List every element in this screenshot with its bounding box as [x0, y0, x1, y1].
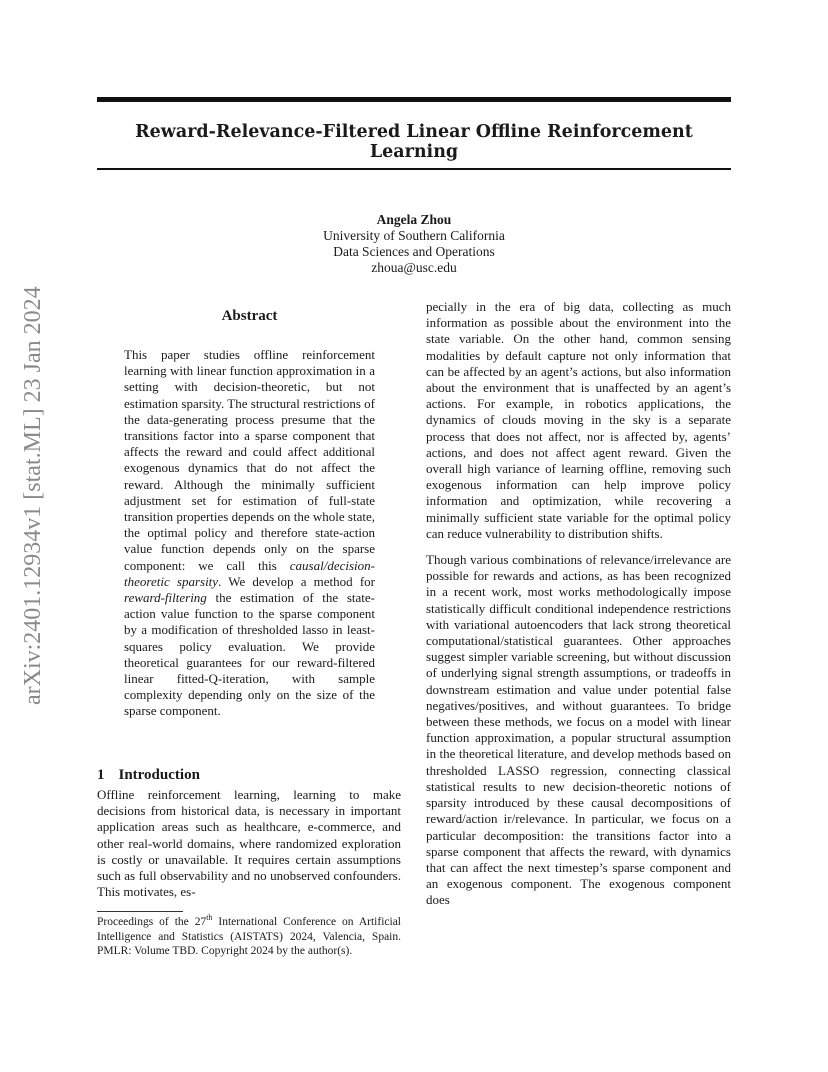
- top-rule: [97, 97, 731, 102]
- footnote-after: International Conference on Artificial Intelligence and Statistics (AISTATS) 2024, Valencia, Spain. PMLR: Volume TBD. Copyright 2024 by the author(s).: [97, 916, 402, 957]
- introduction-heading: [97, 767, 200, 784]
- abstract-emphasis-2: reward-filtering: [124, 590, 207, 606]
- author-name: Angela Zhou: [376, 212, 452, 227]
- right-paragraph-1: pecially in the era of big data, collecting as much information as possible about the environment into the state variable. On the other hand, common sensing modalities by default capture not only information that can be affected by an agent’s actions, but also information about the environment that is unaffected by an agent’s actions. For example, in robotics applications, the dynamics of clouds moving in the sky is a separate process that does not affect, nor is affected by, agents’ actions, and does not affect agent reward. Given the overall high variance of learning offline, removing such exogenous information can help improve policy information and optimization, while recovering a minimally sufficient state variable for the optimal policy can reduce vulnerability to distribution shifts.: [426, 299, 731, 541]
- title-rule: [97, 168, 731, 170]
- right-paragraph-2: Though various combinations of relevance/irrelevance are possible for rewards and actions, as has been recognized in a recent work, most works methodologically impose statistically difficult conditional independence restrictions with variational autoencoders that lack strong theoretical computational/statistical guarantees. Other approaches suggest simpler variable screening, but without discussion of underlying signal strength assumptions, or tradeoffs in downstream estimation and value under potential false negatives/positives, and without guarantees. To bridge between these methods, we focus on a model with linear function approximation, a popular structural assumption in the theoretical literature, and develop methods based on thresholded LASSO regression, connecting classical statistical results to new decision-theoretic notions of sparsity introduced by these causal decompositions of reward/action ir/relevance. In particular, we focus on a particular decomposition: the transitions factor into a sparse component that affects the reward, with dynamics that can affect the next timestep’s sparse component and an exogenous component. The exogenous component does: [426, 552, 731, 908]
- author-department: Data Sciences and Operations: [333, 244, 495, 259]
- arxiv-identifier: arXiv:2401.12934v1 [stat.ML] 23 Jan 2024: [20, 286, 46, 705]
- abstract-part-1: This paper studies offline reinforcement learning with linear function approximation in a setting with decision-theoretic, but not estimation sparsity. The structural restrictions of the data-generating process presume that the transitions factor into a sparse component that affects the reward and could affect additional exogenous dynamics that do not affect the reward. Although the minimally sufficient adjustment set for estimation of full-state transition properties depends on the whole state, the optimal policy and therefore state-action value function depends only on the sparse component: we call this: [124, 347, 375, 573]
- right-column: [426, 299, 731, 909]
- footnote: [97, 915, 401, 959]
- author-email[interactable]: zhoua@usc.edu: [371, 260, 457, 275]
- paper-title: Reward-Relevance-Filtered Linear Offline Reinforcement Learning: [135, 122, 693, 162]
- section-number: 1: [97, 767, 105, 783]
- abstract-emphasis-1: causal/decision-theoretic sparsity: [124, 557, 375, 589]
- footnote-rule: [97, 911, 183, 912]
- footnote-before: Proceedings of the 27: [97, 916, 207, 928]
- author-affiliation: University of Southern California: [323, 228, 505, 243]
- abstract-heading: Abstract: [221, 308, 278, 324]
- abstract-part-3: the estimation of the state-action value function to the sparse component by a modification of thresholded lasso in least-squares policy evaluation. We provide theoretical guarantees for our reward-filtered linear fitted-Q-iteration, with sample complexity depending only on the size of the sparse component.: [124, 590, 375, 719]
- introduction-text: Offline reinforcement learning, learning to make decisions from historical data, is necessary in important application areas such as healthcare, e-commerce, and other real-world domains, where randomized exploration is costly or unavailable. It requires certain assumptions such as full observability and no unobserved confounders. This motivates, es-: [97, 787, 401, 900]
- author-block: [214, 212, 614, 276]
- section-title: Introduction: [118, 767, 200, 783]
- footnote-sup: th: [206, 913, 213, 923]
- abstract-text: [124, 347, 375, 720]
- abstract-part-2: . We develop a method for: [218, 573, 375, 589]
